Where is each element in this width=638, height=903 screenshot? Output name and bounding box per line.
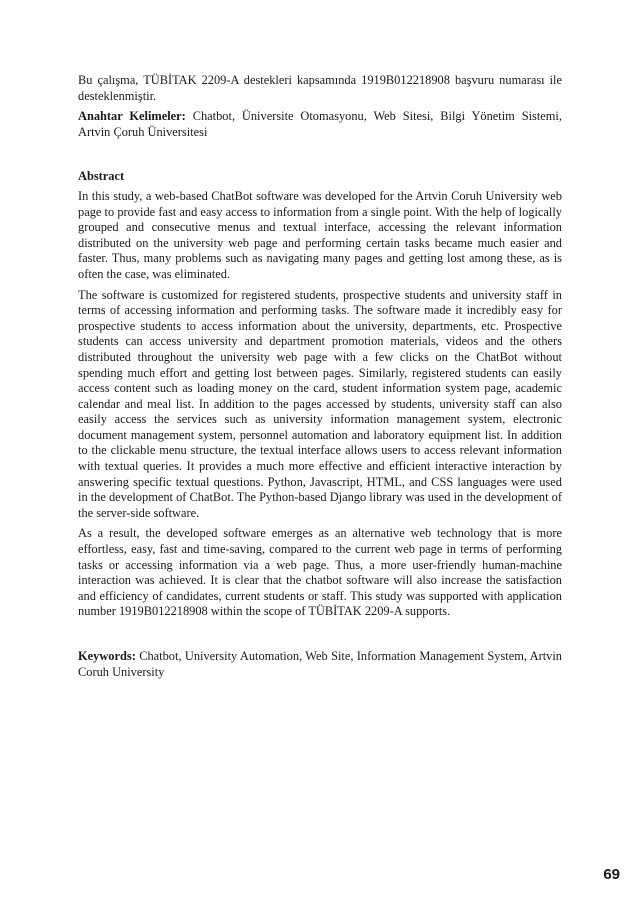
english-keywords <box>78 649 562 680</box>
turkish-keywords <box>78 109 562 140</box>
turkish-funding-note: Bu çalışma, TÜBİTAK 2209-A destekleri kapsamında 1919B012218908 başvuru numarası ile desteklenmiştir. <box>78 73 562 103</box>
abstract-paragraph-3: As a result, the developed software emerges as an alternative web technology that is more effortless, easy, fast and time-saving, compared to the current web page in terms of performing tasks or accessing information via a web page. Thus, a more user-friendly human-machine interaction was achieved. It is clear that the chatbot software will also increase the satisfaction and efficiency of candidates, current students or staff. This study was supported with application number 1919B012218908 within the scope of TÜBİTAK 2209-A supports. <box>78 526 562 619</box>
turkish-keywords-text: Chatbot, Üniversite Otomasyonu, Web Sitesi, Bilgi Yönetim Sistemi, Artvin Çoruh Üniversitesi <box>78 109 562 139</box>
page-body <box>78 73 562 680</box>
turkish-keywords-label: Anahtar Kelimeler: <box>78 109 186 124</box>
english-keywords-text: Chatbot, University Automation, Web Site, Information Management System, Artvin Coruh University <box>78 649 562 679</box>
page-number: 69 <box>603 866 620 883</box>
abstract-heading: Abstract <box>78 169 125 184</box>
abstract-paragraph-1: In this study, a web-based ChatBot software was developed for the Artvin Coruh University web page to provide fast and easy access to information from a single point. With the help of logically grouped and consecutive menus and textual interface, accessing the relevant information distributed on the university web page and performing certain tasks became much easier and faster. Thus, many problems such as navigating many pages and getting lost among these, as is often the case, was eliminated. <box>78 188 562 281</box>
english-keywords-label: Keywords: <box>78 649 136 663</box>
abstract-paragraph-2: The software is customized for registered students, prospective students and university staff in terms of accessing information and performing tasks. The software made it incredibly easy for prospective students to access information about the university, departments, etc. Prospective students can access university and department promotion materials, videos and the others distributed throughout the university web page with a few clicks on the ChatBot without spending much effort and getting lost between pages. Similarly, registered students can easily access content such as loading money on the card, student information system page, academic calendar and meal list. In addition to the pages accessed by students, university staff can also easily access the services such as university information management system, electronic document management system, personnel automation and laboratory equipment list. In addition to the clickable menu structure, the textual interface allows users to access relevant information with textual queries. It provides a much more effective and efficient interactive interaction by answering specific textual questions. Python, Javascript, HTML, and CSS languages were used in the development of ChatBot. The Python-based Django library was used in the development of the server-side software. <box>78 287 562 520</box>
